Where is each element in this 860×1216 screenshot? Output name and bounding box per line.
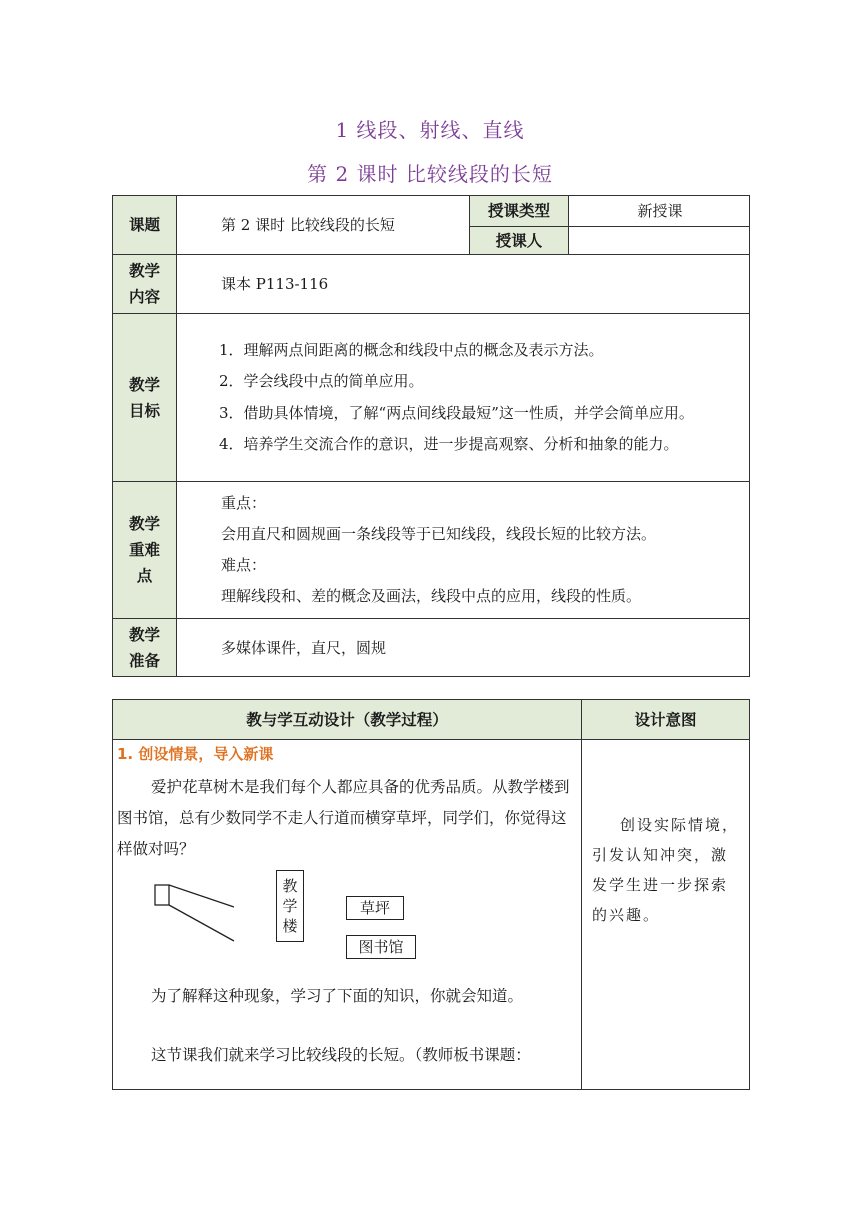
difficulty-heading: 难点： [221,556,267,574]
goal-item: 4．培养学生交流合作的意识，进一步提高观察、分析和抽象的能力。 [219,435,679,453]
lesson-type-value: 新授课 [569,196,750,227]
goal-item: 2．学会线段中点的简单应用。 [219,372,424,390]
prep-label: 教学 准备 [113,619,177,677]
key-heading: 重点： [221,494,267,512]
lesson-period-title: 第 2 课时 比较线段的长短 [307,162,553,186]
key-text: 会用直尺和圆规画一条线段等于已知线段，线段长短的比较方法。 [221,525,657,543]
process-column-header: 教与学互动设计（教学过程） [113,700,582,740]
content-label: 教学 内容 [113,255,177,314]
route-diagram [113,867,581,971]
intent-column-header: 设计意图 [582,700,750,740]
process-cell [113,740,582,1090]
lawn-box: 草坪 [346,896,404,920]
topic-paragraph: 这节课我们就来学习比较线段的长短。（教师板书课题： [151,1046,531,1064]
goal-item: 3．借助具体情境，了解“两点间线段最短”这一性质，并学会简单应用。 [219,403,694,422]
difficulty-text: 理解线段和、差的概念及画法，线段中点的应用，线段的性质。 [221,587,642,605]
library-box: 图书馆 [346,935,416,959]
transition-paragraph: 为了解释这种现象，学习了下面的知识，你就会知道。 [151,987,524,1005]
intent-text: 创设实际情境，引发认知冲突，激发学生进一步探索的兴趣。 [592,816,740,924]
teaching-process-table [112,699,750,1090]
lesson-type-label: 授课类型 [470,196,569,227]
intro-paragraph: 爱护花草树木是我们每个人都应具备的优秀品质。从教学楼到图书馆，总有少数同学不走人行道而横穿草坪，同学们，你觉得这样做对吗？ [117,778,570,858]
goals-label: 教学 目标 [113,314,177,482]
topic-label: 课题 [113,196,177,255]
teacher-label: 授课人 [470,227,569,255]
building-box: 教 学 楼 [276,870,304,942]
goals-list [177,314,750,482]
prep-value: 多媒体课件，直尺，圆规 [177,619,750,677]
teacher-value [569,227,750,255]
topic-value: 第 2 课时 比较线段的长短 [177,196,470,255]
lesson-info-table [112,195,750,677]
intent-cell [582,740,750,1090]
content-value: 课本 P113-116 [177,255,750,314]
key-points [177,482,750,619]
lesson-chapter-title: 1 线段、射线、直线 [335,118,525,142]
section-heading: 1. 创设情景，导入新课 [117,745,274,763]
key-points-label: 教学 重难 点 [113,482,177,619]
goal-item: 1．理解两点间距离的概念和线段中点的概念及表示方法。 [219,340,604,359]
